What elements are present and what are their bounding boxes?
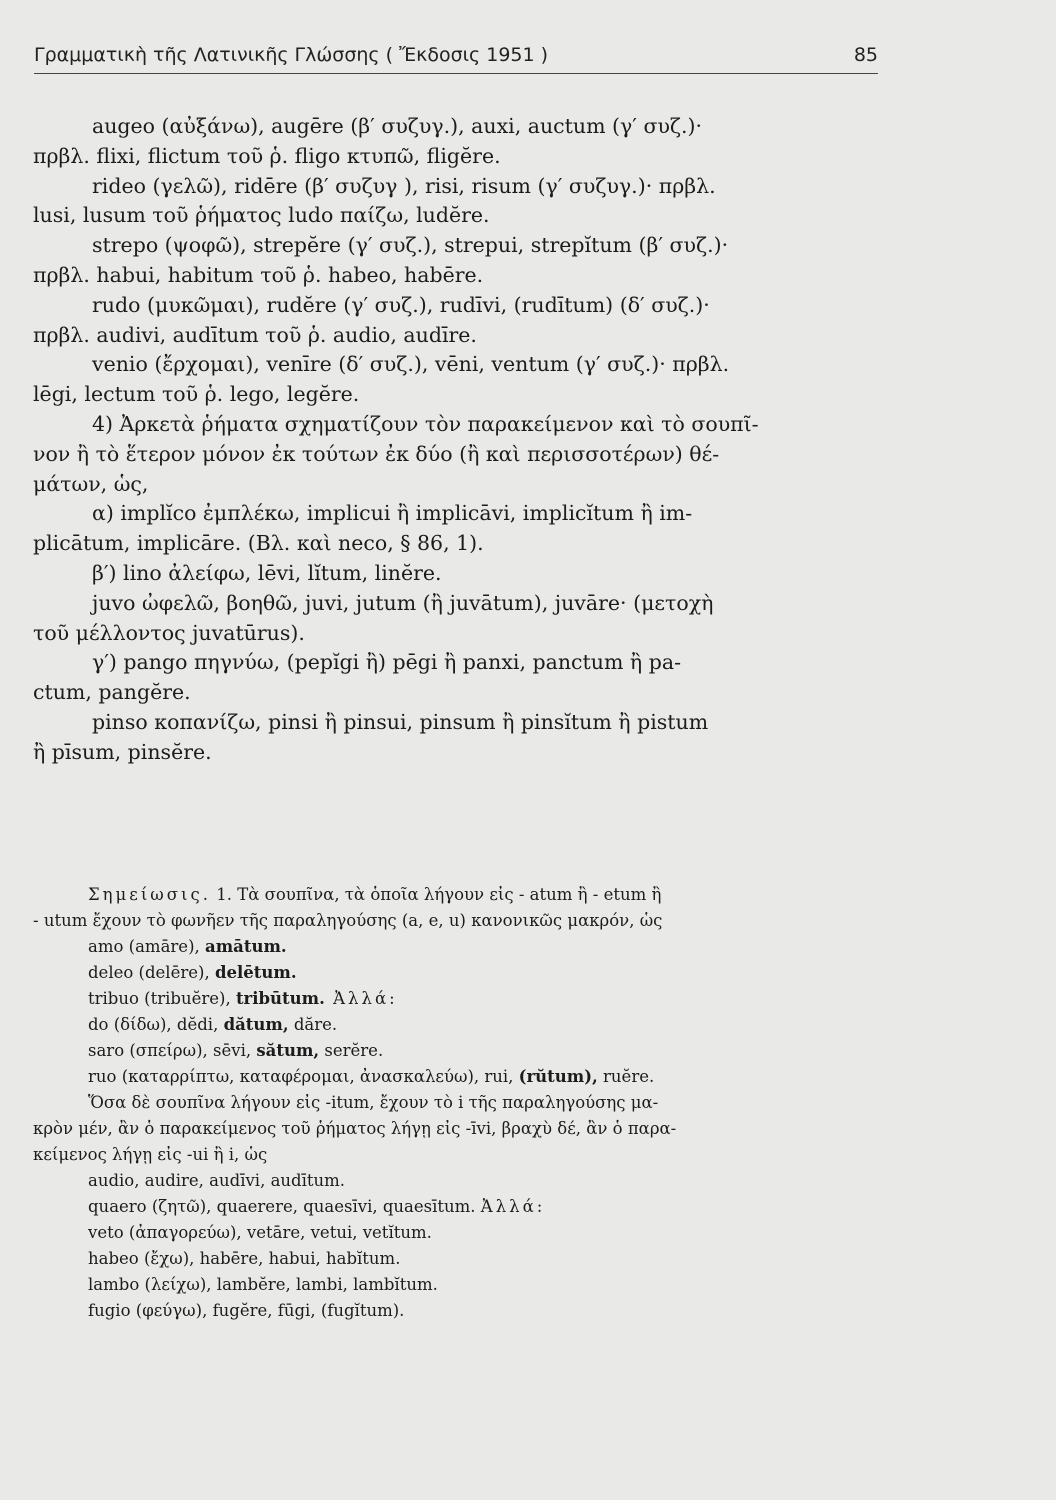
note-line [33, 1116, 888, 1142]
text-line: 4) Ἀρκετὰ ῥήματα σχηματίζουν τὸν παρακείμενον καὶ τὸ σουπῖ- [92, 411, 759, 436]
note-text: saro (σπείρω), sēvi, [88, 1041, 257, 1060]
note-text: tribuo (tribuĕre), [88, 989, 236, 1008]
note-text: amo (amāre), [88, 937, 205, 956]
bold-term: delētum. [214, 963, 297, 982]
text-line: venio (ἔρχομαι), venīre (δ′ συζ.), vēni, ventum (γ′ συζ.)· πρβλ. [92, 352, 730, 377]
note-first-line: 1. Τὰ σουπῖνα, τὰ ὁποῖα λήγουν εἰς - atum ἢ - etum ἢ [216, 885, 662, 904]
text-line: ἢ pīsum, pinsĕre. [33, 739, 212, 764]
note-section [33, 882, 888, 1324]
note-line [88, 1194, 888, 1220]
note-text: Ἀλλά: [480, 1197, 546, 1216]
note-text: ruĕre. [597, 1067, 655, 1086]
text-line: lēgi, lectum τοῦ ῥ. lego, legĕre. [33, 382, 360, 407]
note-text: κρὸν μέν, ἂν ὁ παρακείμενος τοῦ ῥήματος λήγῃ εἰς -īvi, βραχὺ δέ, ἂν ὁ παρα- [33, 1119, 677, 1138]
note-line [88, 1064, 888, 1090]
note-line [88, 882, 888, 908]
text-line: γ′) pango πηγνύω, (pepĭgi ἢ) pēgi ἢ panxi, panctum ἢ pa- [92, 650, 681, 675]
note-line [88, 1298, 888, 1324]
page-number: 85 [853, 44, 878, 66]
note-text: fugio (φεύγω), fugĕre, fūgi, (fugĭtum). [88, 1301, 405, 1320]
note-line [88, 960, 888, 986]
note-line [33, 908, 888, 934]
text-line: πρβλ. audivi, audītum τοῦ ῥ. audio, audīre. [33, 322, 477, 347]
note-line [88, 986, 888, 1012]
header-rule [34, 73, 878, 74]
text-line: strepo (ψοφῶ), strepĕre (γ′ συζ.), strepui, strepĭtum (β′ συζ.)· [92, 233, 729, 258]
text-line: plicātum, implicāre. (Βλ. καὶ neco, § 86, 1). [33, 531, 484, 556]
note-text: Ἀλλά: [324, 989, 398, 1008]
running-title: Γραμματικὴ τῆς Λατινικῆς Γλώσσης ( Ἔκδοσις 1951 ) [34, 44, 549, 66]
note-line [88, 1038, 888, 1064]
note-line [88, 1012, 888, 1038]
bold-term: sătum, [256, 1041, 320, 1060]
note-text: serĕre. [319, 1041, 384, 1060]
bold-term: amātum. [205, 937, 287, 956]
text-line: α) implĭco ἐμπλέκω, implicui ἢ implicāvi, implicĭtum ἢ im- [92, 501, 693, 526]
text-line: rideo (γελῶ), ridēre (β′ συζυγ ), risi, risum (γ′ συζυγ.)· πρβλ. [92, 173, 716, 198]
note-line [88, 1246, 888, 1272]
bold-term: dătum, [223, 1015, 289, 1034]
note-text: dăre. [288, 1015, 338, 1034]
text-line: πρβλ. habui, habitum τοῦ ῥ. habeo, habēre. [33, 262, 484, 287]
note-text: - utum ἔχουν τὸ φωνῆεν τῆς παραληγούσης (a, e, u) κανονικῶς μακρόν, ὡς [33, 911, 663, 930]
text-line: lusi, lusum τοῦ ῥήματος ludo παίζω, ludĕre. [33, 203, 490, 228]
bold-term: (rŭtum), [518, 1067, 598, 1086]
text-line: νον ἢ τὸ ἕτερον μόνον ἐκ τούτων ἐκ δύο (ἢ καὶ περισσοτέρων) θέ- [33, 441, 720, 466]
text-line: ctum, pangĕre. [33, 680, 191, 705]
text-line: πρβλ. flixi, flictum τοῦ ῥ. fligo κτυπῶ, fligĕre. [33, 143, 501, 168]
text-line: juvo ὠφελῶ, βοηθῶ, juvi, jutum (ἢ juvātum), juvāre· (μετοχὴ [92, 590, 714, 615]
text-line: augeo (αὐξάνω), augēre (β′ συζυγ.), auxi, auctum (γ′ συζ.)· [92, 114, 703, 138]
text-line: pinso κοπανίζω, pinsi ἢ pinsui, pinsum ἢ pinsĭtum ἢ pistum [92, 709, 709, 734]
note-text: κείμενος λήγῃ εἰς -ui ἢ i, ὡς [33, 1145, 268, 1164]
text-line: rudo (μυκῶμαι), rudĕre (γ′ συζ.), rudīvi, (rudītum) (δ′ συζ.)· [92, 292, 710, 317]
note-text: deleo (delēre), [88, 963, 215, 982]
note-text: veto (ἀπαγορεύω), vetāre, vetui, vetĭtum. [88, 1223, 432, 1242]
note-line [88, 1272, 888, 1298]
note-line [33, 1142, 888, 1168]
text-line: μάτων, ὡς, [33, 471, 149, 496]
note-line [88, 1090, 888, 1116]
note-line [88, 1220, 888, 1246]
note-text: lambo (λείχω), lambĕre, lambi, lambĭtum. [88, 1275, 438, 1294]
note-label: Σημείωσις. [88, 885, 211, 904]
main-text [33, 112, 888, 768]
note-text: do (δίδω), dĕdi, [88, 1015, 224, 1034]
text-line: τοῦ μέλλοντος juvatūrus). [33, 620, 305, 645]
note-text: Ὅσα δὲ σουπῖνα λήγουν εἰς -itum, ἔχουν τὸ i τῆς παραληγούσης μα- [88, 1093, 659, 1112]
page-header [34, 44, 878, 66]
note-text: habeo (ἔχω), habēre, habui, habĭtum. [88, 1249, 401, 1268]
note-text: audio, audire, audīvi, audītum. [88, 1171, 346, 1190]
note-line [88, 934, 888, 960]
note-text: quaero (ζητῶ), quaerere, quaesīvi, quaesītum. [88, 1197, 481, 1216]
bold-term: tribūtum. [235, 989, 325, 1008]
note-text: ruo (καταρρίπτω, καταφέρομαι, ἀνασκαλεύω), rui, [88, 1067, 519, 1086]
text-line: β′) lino ἀλείφω, lēvi, lĭtum, linĕre. [92, 560, 442, 585]
note-line [88, 1168, 888, 1194]
